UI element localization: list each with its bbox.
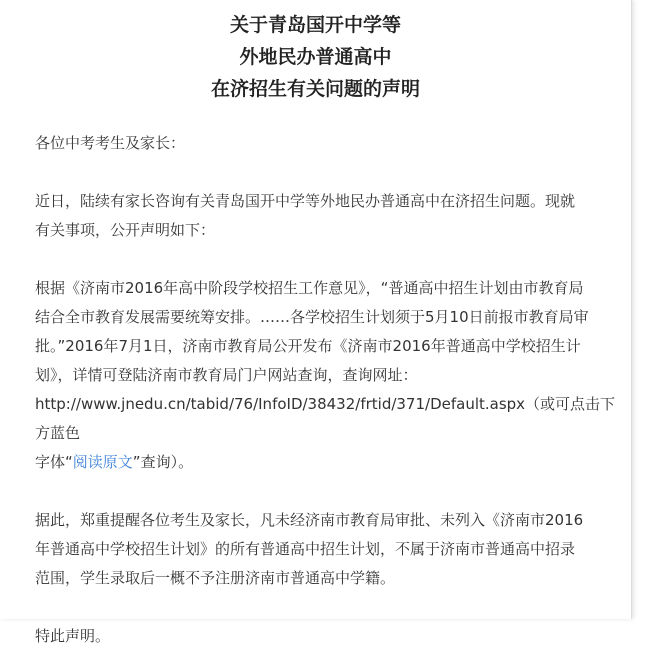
intro-line: 有关事项，公开声明如下： [35,221,216,239]
link-suffix: ”查询）。 [132,453,194,471]
announcement-title [0,0,631,105]
title-line-3: 在济招生有关问题的声明 [210,78,420,100]
paragraph-reminder [35,506,620,593]
title-line-2: 外地民办普通高中 [239,46,392,68]
announcement-body [35,129,620,651]
reminder-line: 范围，学生录取后一概不予注册济南市普通高中学籍。 [35,569,396,587]
greeting: 各位中考考生及家长： [35,134,186,152]
basis-line: 结合全市教育发展需要统筹安排。……各学校招生计划须于5月10日前报市教育局审 [35,308,589,326]
read-original-link[interactable]: 阅读原文 [72,453,133,471]
link-prefix: 字体“ [35,453,73,471]
title-line-1: 关于青岛国开中学等 [229,14,401,36]
basis-line: 划》，详情可登陆济南市教育局门户网站查询，查询网址： [35,366,418,384]
reminder-line: 据此，郑重提醒各位考生及家长，凡未经济南市教育局审批、未列入《济南市2016 [35,511,584,529]
basis-line [35,448,620,477]
basis-line: 根据《济南市2016年高中阶段学校招生工作意见》，“普通高中招生计划由市教育局 [35,279,584,297]
basis-line: 批。”2016年7月1日，济南市教育局公开发布《济南市2016年普通高中学校招生计 [35,337,581,355]
intro-line: 近日，陆续有家长咨询有关青岛国开中学等外地民办普通高中在济招生问题。现就 [35,192,576,210]
closing-statement: 特此声明。 [35,627,111,645]
paragraph-intro [35,187,620,245]
paragraph-basis [35,274,620,477]
reminder-line: 年普通高中学校招生计划》的所有普通高中招生计划，不属于济南市普通高中招录 [35,540,576,558]
basis-url-line: http://www.jnedu.cn/tabid/76/InfoID/38432/frtid/371/Default.aspx（或可点击下方蓝色 [35,395,616,442]
